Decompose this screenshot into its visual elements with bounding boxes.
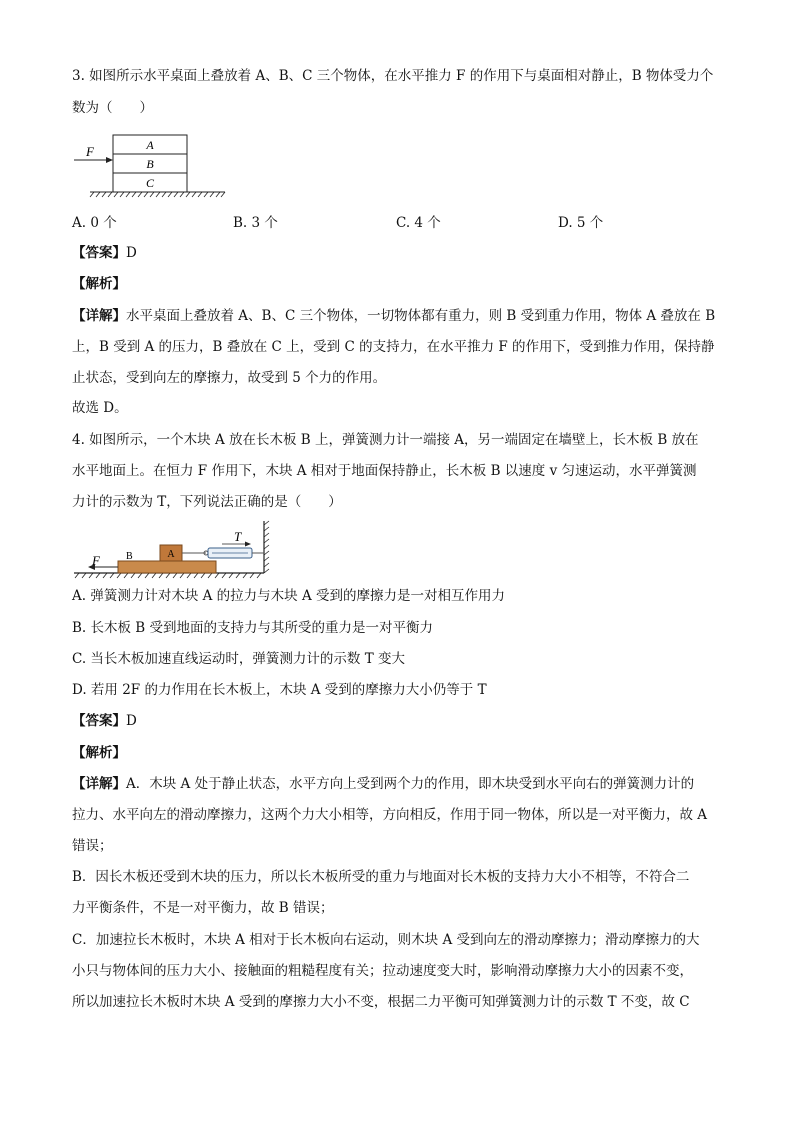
q3-detail-line-3: 止状态，受到向左的摩擦力，故受到 5 个力的作用。: [72, 370, 387, 386]
q4-spring-scale: [182, 529, 264, 558]
q3-detail-tag: 【详解】: [72, 308, 126, 324]
q3-detail-line-1: [72, 306, 715, 326]
q3-answer-value: D: [126, 245, 137, 261]
q4-detail-line-8: 所以加速拉长木板时木块 A 受到的摩擦力大小不变，根据二力平衡可知弹簧测力计的示数 T 不变，故 C: [72, 994, 690, 1010]
q4-detail-line-2: 拉力、水平向左的滑动摩擦力，这两个力大小相等，方向相反，作用于同一物体，所以是一对平衡力，故 A: [72, 807, 708, 823]
q3-option-c: C. 4 个: [396, 215, 441, 231]
q4-stem-line-3: 力计的示数为 T，下列说法正确的是（ ）: [72, 494, 342, 510]
q3-figure: [70, 130, 230, 200]
q4-option-d: D. 若用 2F 的力作用在长木板上，木块 A 受到的摩擦力大小仍等于 T: [72, 682, 487, 698]
q4-detail-line-6: C．加速拉长木板时，木块 A 相对于长木板向右运动，则木块 A 受到向左的滑动摩擦力；滑动摩擦力的大: [72, 932, 700, 948]
q4-ground: [74, 573, 264, 578]
q4-option-b: B. 长木板 B 受到地面的支持力与其所受的重力是一对平衡力: [72, 620, 434, 636]
q3-detail-line-2: 上，B 受到 A 的压力，B 叠放在 C 上，受到 C 的支持力，在水平推力 F 的作用下，受到推力作用，保持静: [72, 339, 715, 355]
q3-answer: [72, 243, 137, 263]
q3-block-a: [113, 135, 187, 154]
q3-block-b: [113, 154, 187, 173]
svg-text:A: A: [146, 138, 154, 152]
q4-detail-tag: 【详解】: [72, 776, 126, 792]
q4-detail-line-1: [72, 774, 694, 794]
q4-answer-tag: 【答案】: [72, 713, 126, 729]
q4-answer-value: D: [126, 713, 137, 729]
q3-option-a: A. 0 个: [72, 215, 117, 231]
q3-stem-line-2: 数为（ ）: [72, 100, 153, 116]
q3-ground: [90, 192, 225, 197]
q4-analysis-label: 【解析】: [72, 745, 126, 761]
q4-stem-line-2: 水平地面上。在恒力 F 作用下，木块 A 相对于地面保持静止，长木板 B 以速度 v 匀速运动，水平弹簧测: [72, 463, 697, 479]
q3-block-c: [113, 173, 187, 192]
q4-detail-text-1: A．木块 A 处于静止状态，水平方向上受到两个力的作用，即木块受到水平向右的弹簧测力计的: [126, 776, 695, 792]
q3-analysis-label: 【解析】: [72, 276, 126, 292]
q4-detail-line-3: 错误；: [72, 838, 113, 854]
q4-detail-line-4: B．因长木板还受到木块的压力，所以长木板所受的重力与地面对长木板的支持力大小不相等，不符合二: [72, 869, 690, 885]
q4-block-a: [160, 545, 182, 561]
q4-detail-line-7: 小只与物体间的压力大小、接触面的粗糙程度有关；拉动速度变大时，影响滑动摩擦力大小的因素不变，: [72, 963, 693, 979]
q3-force-label: F: [86, 144, 94, 159]
q4-force-label: F: [92, 553, 100, 568]
q3-detail-text-1: 水平桌面上叠放着 A、B、C 三个物体，一切物体都有重力，则 B 受到重力作用，物体 A 叠放在 B: [126, 308, 716, 324]
q3-option-d: D. 5 个: [558, 215, 604, 231]
q4-force-arrow: [88, 553, 118, 570]
q4-board-label: B: [126, 551, 133, 562]
q4-spring-label: T: [234, 529, 242, 544]
q4-stem-line-1: 4. 如图所示，一个木块 A 放在长木板 B 上，弹簧测力计一端接 A，另一端固定在墙壁上，长木板 B 放在: [72, 432, 699, 448]
q4-figure: [70, 517, 280, 581]
svg-text:B: B: [146, 157, 154, 171]
svg-text:C: C: [145, 176, 155, 190]
q3-option-b: B. 3 个: [233, 215, 278, 231]
q4-block-label: A: [167, 549, 175, 560]
q3-force-arrow: [74, 144, 113, 163]
q4-answer: [72, 711, 137, 731]
q4-wall: [264, 521, 269, 573]
q4-detail-line-5: 力平衡条件，不是一对平衡力，故 B 错误；: [72, 900, 334, 916]
q3-answer-tag: 【答案】: [72, 245, 126, 261]
q3-stem-line-1: 3. 如图所示水平桌面上叠放着 A、B、C 三个物体，在水平推力 F 的作用下与桌面相对静止，B 物体受力个: [72, 68, 714, 84]
q4-option-a: A. 弹簧测力计对木块 A 的拉力与木块 A 受到的摩擦力是一对相互作用力: [72, 588, 505, 604]
q4-option-c: C. 当长木板加速直线运动时，弹簧测力计的示数 T 变大: [72, 651, 406, 667]
q3-conclusion: 故选 D。: [72, 400, 128, 416]
